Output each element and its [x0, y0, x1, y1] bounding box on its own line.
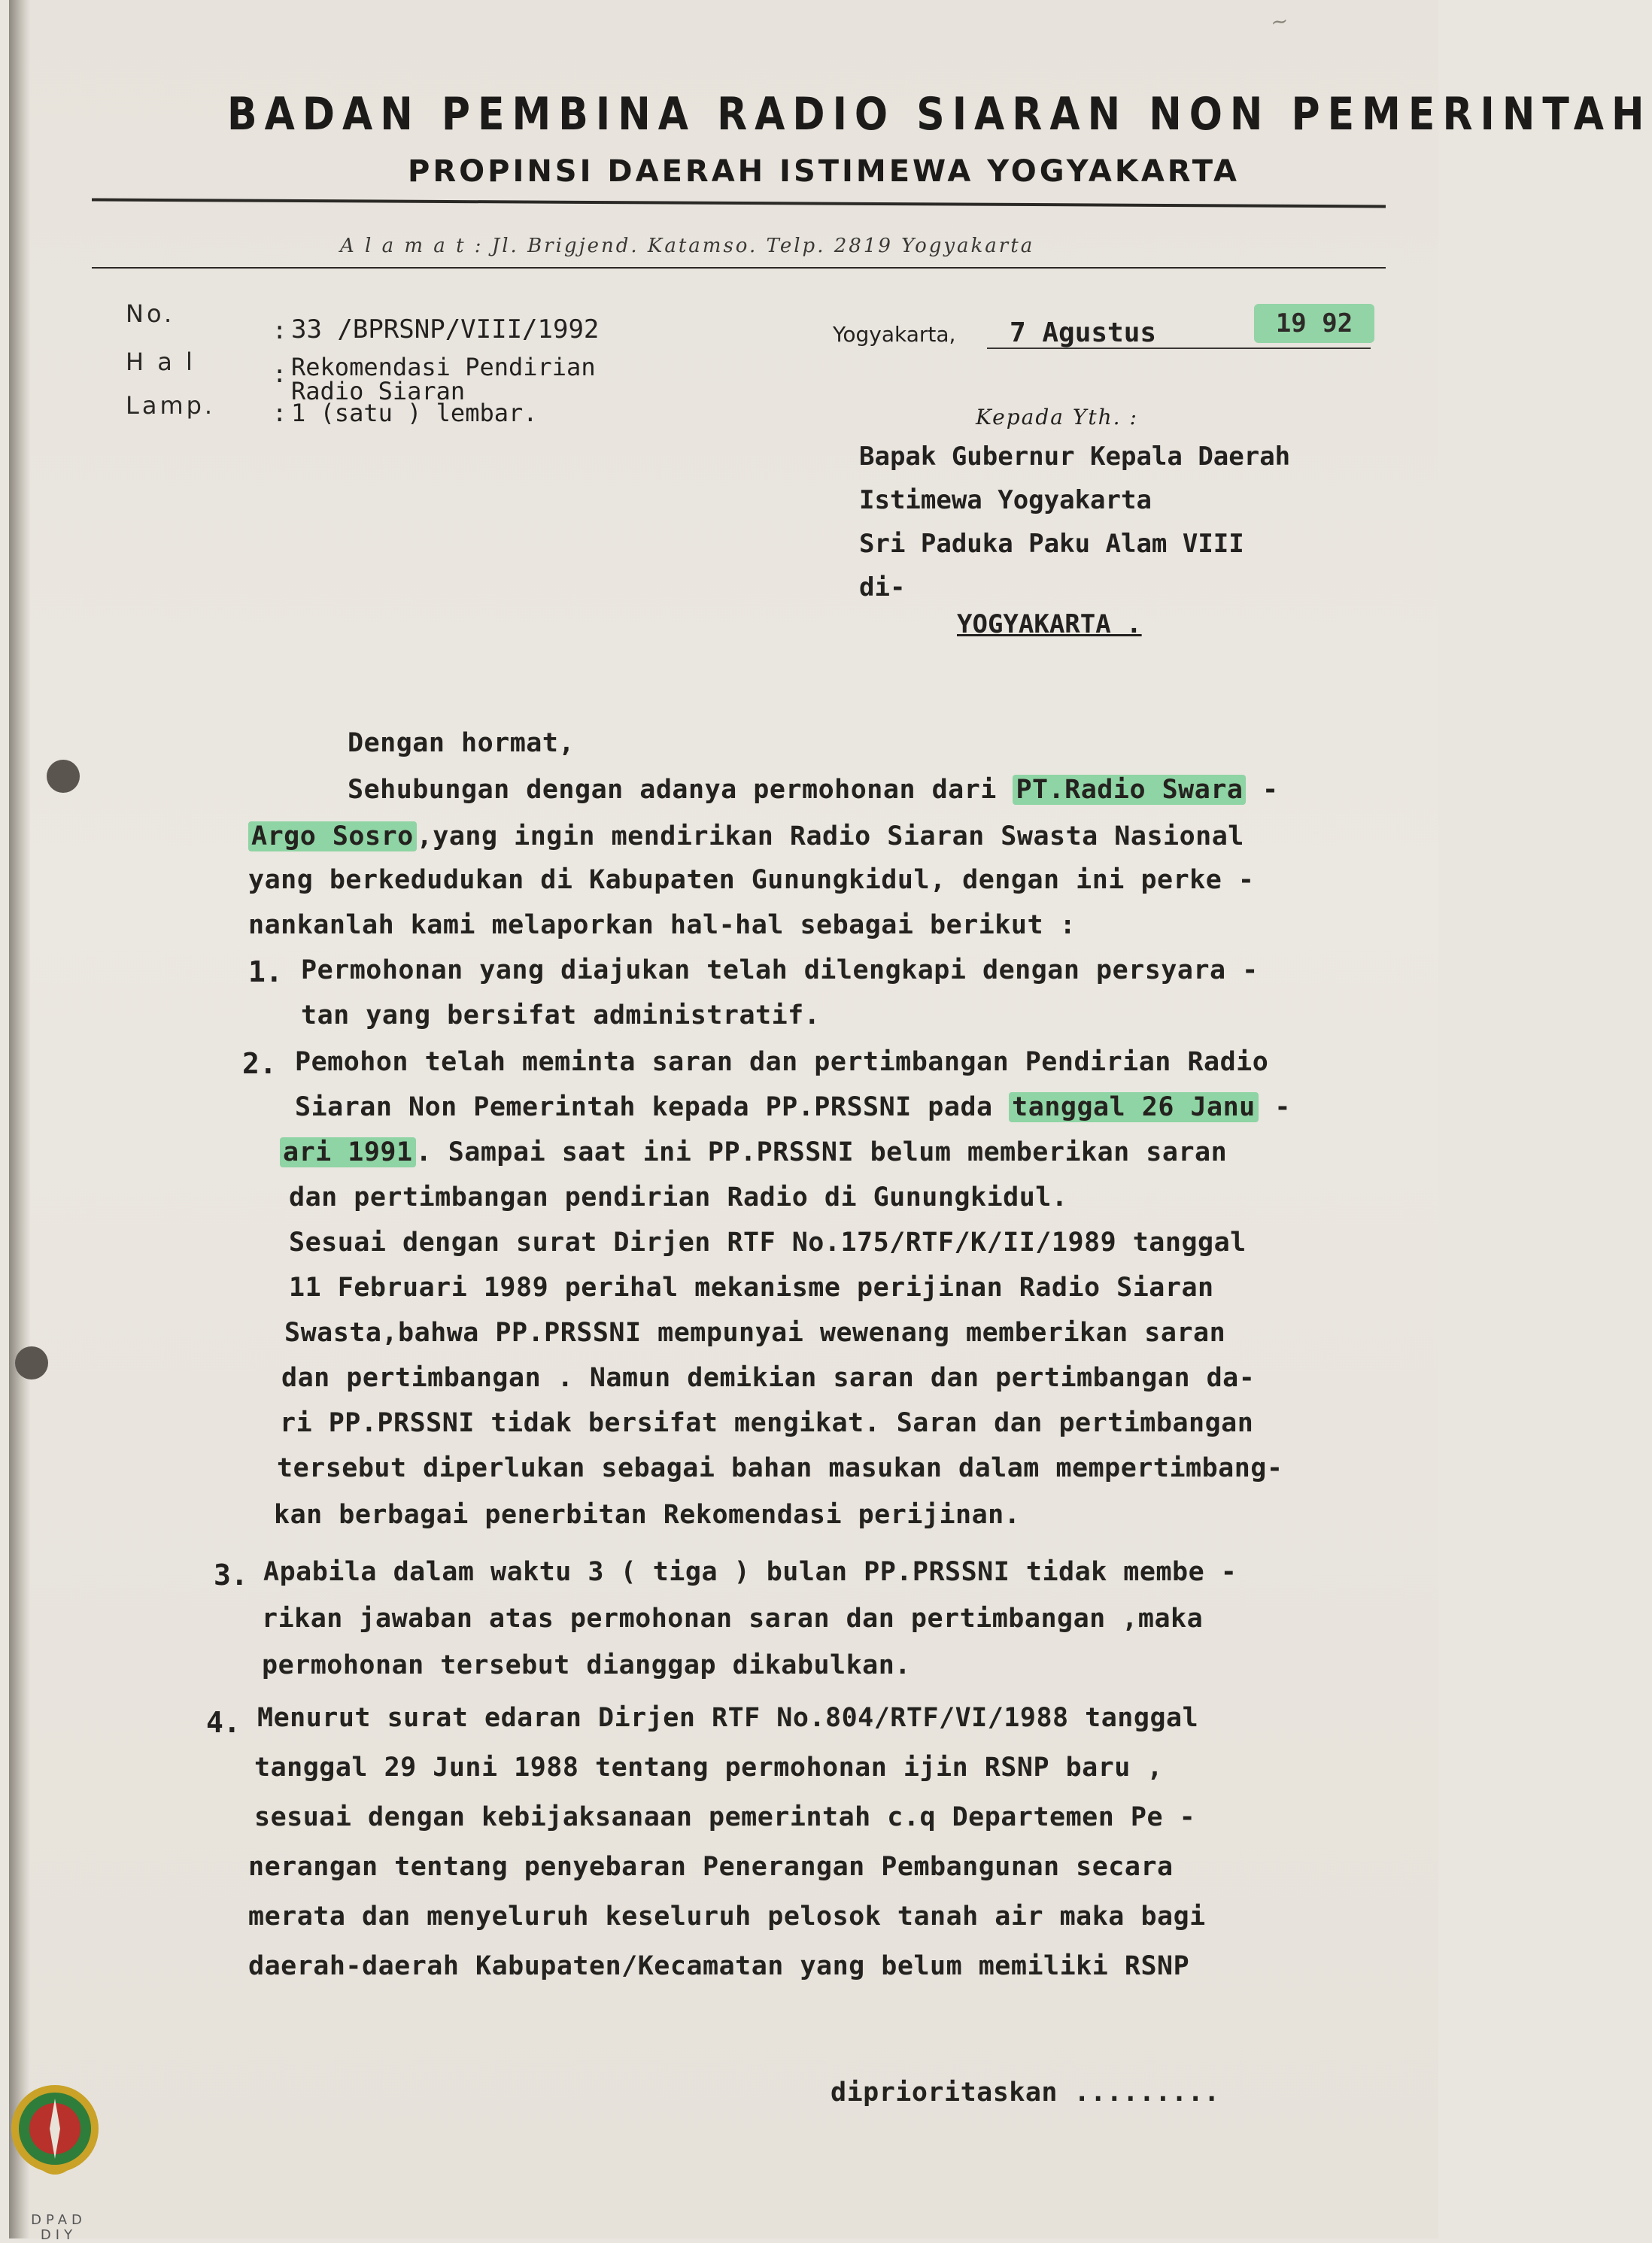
recipient-line: Istimewa Yogyakarta: [859, 485, 1152, 515]
body-text-segment: -: [1258, 1092, 1291, 1122]
body-line: dan pertimbangan . Namun demikian saran dan pertimbangan da-: [281, 1363, 1256, 1393]
body-line: tan yang bersifat administratif.: [301, 1000, 821, 1030]
body-line: Apabila dalam waktu 3 ( tiga ) bulan PP.PRSSNI tidak membe -: [263, 1557, 1237, 1587]
body-line: 11 Februari 1989 perihal mekanisme perijinan Radio Siaran: [289, 1273, 1214, 1303]
logo-text-line: DPAD: [31, 2212, 87, 2228]
meta-colon: :: [272, 316, 287, 344]
date-day: 7 Agustus: [1010, 317, 1157, 348]
letterhead-province: PROPINSI DAERAH ISTIMEWA YOGYAKARTA: [408, 154, 1240, 189]
list-number: 4.: [206, 1706, 241, 1739]
body-line: permohonan tersebut dianggap dikabulkan.: [262, 1650, 911, 1680]
meta-hal-line: Rekomendasi Pendirian: [291, 353, 596, 381]
meta-no-label: No.: [126, 299, 175, 328]
body-line: tanggal 29 Juni 1988 tentang permohonan ijin RSNP baru ,: [254, 1753, 1164, 1783]
body-line: Swasta,bahwa PP.PRSSNI mempunyai wewenang memberikan saran: [284, 1318, 1226, 1348]
body-line: nerangan tentang penyebaran Penerangan Pembangunan secara: [248, 1852, 1174, 1882]
page-continuation: diprioritaskan .........: [831, 2078, 1220, 2108]
binding-spine: [9, 0, 30, 2238]
salutation: Dengan hormat,: [348, 728, 575, 758]
highlight-date: tanggal 26 Janu: [1009, 1092, 1259, 1122]
meta-hal-label: H a l: [126, 348, 196, 376]
punch-hole: [15, 1346, 48, 1379]
corner-pencil-mark: ~: [1268, 8, 1290, 35]
body-line: nankanlah kami melaporkan hal-hal sebagai berikut :: [248, 910, 1077, 940]
date-place: Yogyakarta,: [833, 322, 956, 347]
body-line: yang berkedudukan di Kabupaten Gunungkidul, dengan ini perke -: [248, 865, 1255, 895]
body-line: kan berbagai penerbitan Rekomendasi perijinan.: [274, 1500, 1021, 1530]
body-text-segment: . Sampai saat ini PP.PRSSNI belum memberikan saran: [415, 1137, 1228, 1167]
highlight-company-name: PT.Radio Swara: [1013, 775, 1246, 805]
list-number: 3.: [214, 1559, 248, 1592]
logo-text-line: DIY: [40, 2227, 77, 2243]
dpad-diy-logo: [8, 2068, 102, 2226]
recipient-label: Kepada Yth. :: [976, 405, 1138, 429]
letterhead-rule-top: [92, 198, 1386, 208]
body-line: tersebut diperlukan sebagai bahan masukan dalam mempertimbang-: [277, 1453, 1283, 1483]
body-line: rikan jawaban atas permohonan saran dan pertimbangan ,maka: [262, 1604, 1204, 1634]
meta-colon: :: [272, 360, 287, 388]
meta-lamp-value: 1 (satu ) lembar.: [291, 399, 538, 427]
body-line: sesuai dengan kebijaksanaan pemerintah c.q Departemen Pe -: [254, 1802, 1196, 1832]
meta-no-value: 33 /BPRSNP/VIII/1992: [291, 314, 600, 344]
body-text-segment: Siaran Non Pemerintah kepada PP.PRSSNI pada: [295, 1092, 1010, 1122]
letterhead-rule-bottom: [92, 267, 1386, 269]
recipient-address: [859, 435, 1290, 609]
list-number: 2.: [242, 1047, 277, 1080]
meta-lamp-label: Lamp.: [126, 391, 216, 420]
recipient-line: Sri Paduka Paku Alam VIII: [859, 529, 1244, 559]
body-line: [280, 1137, 1227, 1167]
highlight-company-name: Argo Sosro: [248, 821, 417, 851]
body-line: Permohonan yang diajukan telah dilengkapi dengan persyara -: [301, 955, 1259, 985]
punch-hole: [47, 760, 80, 793]
meta-hal-line: Radio Siaran: [291, 377, 466, 405]
body-line: ri PP.PRSSNI tidak bersifat mengikat. Saran dan pertimbangan: [280, 1408, 1254, 1438]
letterhead-org-name: BADAN PEMBINA RADIO SIARAN NON PEMERINTAH: [227, 89, 1652, 141]
recipient-line: di-: [859, 572, 906, 602]
date-underline: [987, 348, 1371, 349]
body-line: [295, 1092, 1291, 1122]
body-text-segment: ,yang ingin mendirikan Radio Siaran Swasta Nasional: [416, 821, 1244, 851]
body-line: merata dan menyeluruh keseluruh pelosok tanah air maka bagi: [248, 1902, 1206, 1932]
body-line: daerah-daerah Kabupaten/Kecamatan yang belum memiliki RSNP: [248, 1951, 1190, 1981]
meta-hal-value: [291, 355, 596, 403]
body-line: Menurut surat edaran Dirjen RTF No.804/RTF/VI/1988 tanggal: [257, 1703, 1199, 1733]
meta-colon: :: [272, 399, 287, 427]
body-line: [348, 775, 1279, 805]
body-line: [248, 821, 1244, 851]
body-line: Sesuai dengan surat Dirjen RTF No.175/RTF/K/II/1989 tanggal: [289, 1228, 1247, 1258]
body-text-segment: -: [1246, 775, 1279, 805]
highlight-date: ari 1991: [280, 1137, 416, 1167]
body-line: dan pertimbangan pendirian Radio di Gunungkidul.: [289, 1182, 1068, 1213]
body-text-segment: Sehubungan dengan adanya permohonan dari: [348, 775, 1013, 805]
recipient-line: Bapak Gubernur Kepala Daerah: [859, 442, 1291, 472]
body-line: Pemohon telah meminta saran dan pertimbangan Pendirian Radio: [295, 1047, 1269, 1077]
document-page: [9, 0, 1652, 2238]
letterhead-address: A l a m a t : Jl. Brigjend. Katamso. Telp. 2819 Yogyakarta: [340, 235, 1035, 257]
list-number: 1.: [248, 955, 283, 988]
dpad-diy-logo-text: [21, 2213, 96, 2243]
recipient-city: YOGYAKARTA .: [957, 609, 1142, 639]
date-year-highlighted: 19 92: [1254, 304, 1374, 343]
